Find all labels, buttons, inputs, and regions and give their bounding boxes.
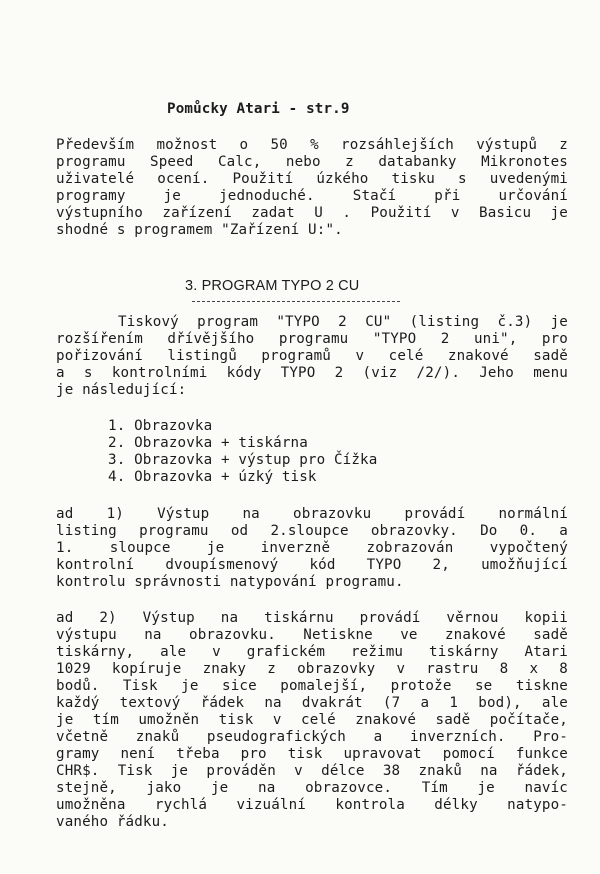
menu-item: 3. Obrazovka + výstup pro Čížka <box>108 452 378 468</box>
text-line: umožněna rychlá vizuální kontrola délky natypo- <box>56 797 568 813</box>
text-line: uživatelé ocení. Použití úzkého tisku s uvedenými <box>56 171 568 187</box>
text-line: programu Speed Calc, nebo z databanky Mikronotes <box>56 154 568 170</box>
text-line: shodné s programem "Zařízení U:". <box>56 222 343 238</box>
text-line: výstupního zařízení zadat U . Použití v Basicu je <box>56 205 568 221</box>
text-line: včetně znaků pseudografických a inverzních. Pro- <box>56 729 568 745</box>
text-line: pořizování listingů programů v celé znakové sadě <box>56 348 568 364</box>
text-line: stejně, jako je na obrazovce. Tím je navíc <box>56 780 568 796</box>
text-line: tiskárny, ale v grafickém režimu tiskárny Atari <box>56 644 568 660</box>
text-line: kontrolu správnosti natypování programu. <box>56 574 404 590</box>
text-line: a s kontrolními kódy TYPO 2 (viz /2/). Jeho menu <box>56 365 568 381</box>
menu-item: 4. Obrazovka + úzký tisk <box>108 469 317 485</box>
text-line: Tiskový program "TYPO 2 CU" (listing č.3) je <box>118 314 568 330</box>
text-line: vaného řádku. <box>56 814 169 830</box>
text-line: 1029 kopíruje znaky z obrazovky v rastru 8 x 8 <box>56 661 568 677</box>
text-line: každý textový řádek na dvakrát (7 a 1 bod), ale <box>56 695 568 711</box>
text-line: ad 2) Výstup na tiskárnu provádí věrnou kopii <box>56 610 568 626</box>
text-line: programy je jednoduché. Stačí při určování <box>56 188 568 204</box>
text-line: CHR$. Tisk je prováděn v délce 38 znaků na řádek, <box>56 763 568 779</box>
text-line: 1. sloupce je inverzně zobrazován vypočtený <box>56 540 568 556</box>
text-line: bodů. Tisk je sice pomalejší, protože se tiskne <box>56 678 568 694</box>
section-title-underline <box>192 301 400 302</box>
text-line: ad 1) Výstup na obrazovku provádí normální <box>56 506 568 522</box>
text-line: je tím umožněn tisk v celé znakové sadě počítače, <box>56 712 568 728</box>
text-line: Především možnost o 50 % rozsáhlejších výstupů z <box>56 137 568 153</box>
page-header: Pomůcky Atari - str.9 <box>167 101 350 117</box>
menu-item: 2. Obrazovka + tiskárna <box>108 435 308 451</box>
text-line: listing programu od 2.sloupce obrazovky. Do 0. a <box>56 523 568 539</box>
text-line: je následující: <box>56 382 187 398</box>
menu-item: 1. Obrazovka <box>108 418 213 434</box>
section-title: 3. PROGRAM TYPO 2 CU <box>185 278 360 294</box>
text-line: gramy není třeba pro tisk upravovat pomocí funkce <box>56 746 568 762</box>
text-line: výstupu na obrazovku. Netiskne ve znakové sadě <box>56 627 568 643</box>
text-line: rozšířením dřívějšího programu "TYPO 2 uni", pro <box>56 331 568 347</box>
text-line: kontrolní dvoupísmenový kód TYPO 2, umožňující <box>56 557 568 573</box>
